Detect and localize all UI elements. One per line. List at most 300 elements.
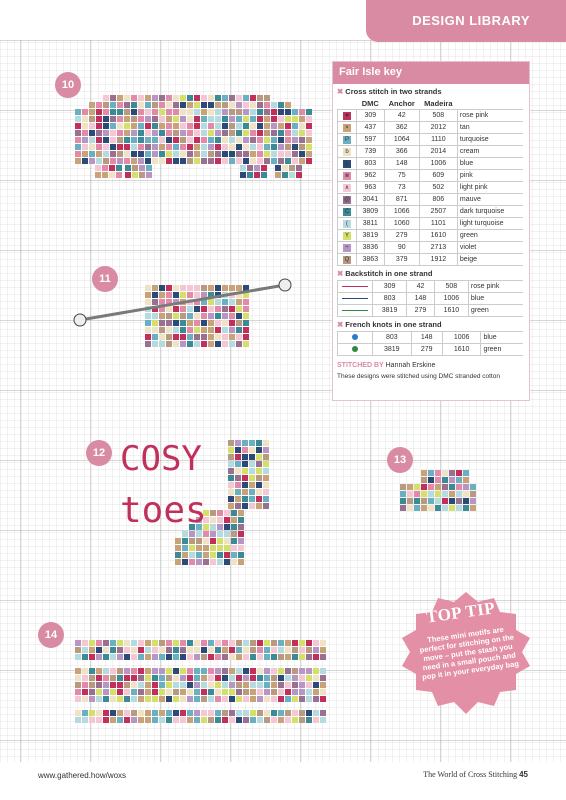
bear-motif-stitch [138,102,144,108]
bear-motif-stitch [138,144,144,150]
bird-motif-stitch [449,477,455,483]
border-motif-stitch [152,668,158,674]
knitting-motif-stitch [229,306,235,312]
knitting-motif-stitch [152,299,158,305]
border-motif-stitch [299,654,305,660]
bear-motif-stitch [124,109,130,115]
border-motif-stitch [117,710,123,716]
bear-motif-stitch [117,144,123,150]
bear-motif-stitch [215,102,221,108]
knitting-motif-stitch [187,341,193,347]
border-motif-stitch [117,689,123,695]
bear-motif-stitch [243,130,249,136]
bear-motif-stitch [201,151,207,157]
key-row: @ 3041 871 806 mauve [338,194,524,206]
knitting-motif-stitch [180,320,186,326]
border-motif-stitch [278,717,284,723]
bear-motif-stitch [236,137,242,143]
border-motif-stitch [243,682,249,688]
bear-motif-stitch [173,151,179,157]
border-motif-stitch [89,668,95,674]
border-motif-stitch [313,710,319,716]
border-motif-stitch [278,647,284,653]
knitting-motif-stitch [201,306,207,312]
border-motif-stitch [152,675,158,681]
bear-motif-stitch [180,102,186,108]
bear-motif-stitch [299,116,305,122]
key-row: Y 3819 279 1610 green [338,230,524,242]
border-motif-stitch [194,647,200,653]
bear-motif-stitch [194,95,200,101]
bear-motif-stitch [131,144,137,150]
border-motif-stitch [320,696,326,702]
bear-motif-stitch [292,151,298,157]
sock-motif-stitch [210,538,216,544]
sock-motif-stitch [242,503,248,509]
bear-motif-stitch [285,151,291,157]
border-motif-stitch [264,647,270,653]
border-motif-stitch [208,710,214,716]
bear-motif-stitch [215,144,221,150]
border-motif-stitch [96,668,102,674]
bear-motif-stitch [278,130,284,136]
bear-motif-stitch [229,151,235,157]
sock-motif-stitch [238,524,244,530]
bird-motif-stitch [421,470,427,476]
border-motif-stitch [166,682,172,688]
bear-motif-stitch [264,109,270,115]
bear-motif-stitch [278,158,284,164]
sock-motif-stitch [182,538,188,544]
knitting-motif-stitch [243,306,249,312]
bear-motif-stitch [243,137,249,143]
border-motif-stitch [103,647,109,653]
knitting-motif-stitch [166,285,172,291]
bear-motif-stitch [96,158,102,164]
bear-motif-stitch [292,109,298,115]
border-motif-stitch [138,647,144,653]
bird-motif-stitch [400,505,406,511]
bear-motif-stitch [187,116,193,122]
bear-motif-stitch [222,116,228,122]
border-motif-stitch [313,647,319,653]
border-motif-stitch [131,710,137,716]
sock-motif-stitch [224,559,230,565]
knitting-motif-stitch [180,306,186,312]
bear-motif-stitch [187,123,193,129]
border-motif-stitch [194,668,200,674]
bear-motif-stitch [229,137,235,143]
bear-motif-stitch [110,144,116,150]
bear-motif-stitch [125,165,131,171]
bear-motif-stitch [299,137,305,143]
bear-motif-stitch [166,137,172,143]
bear-motif-stitch [215,151,221,157]
sock-motif-stitch [224,545,230,551]
sock-motif-stitch [228,447,234,453]
border-motif-stitch [243,668,249,674]
bear-motif-stitch [271,137,277,143]
bear-motif-stitch [117,123,123,129]
bear-motif-stitch [95,172,101,178]
border-motif-stitch [243,710,249,716]
border-motif-stitch [180,647,186,653]
bird-motif-stitch [414,505,420,511]
sock-motif-stitch [182,531,188,537]
bear-motif-stitch [132,165,138,171]
knitting-motif-stitch [215,285,221,291]
bear-motif-stitch [110,151,116,157]
bear-motif-stitch [292,158,298,164]
key-row: ※ 962 75 609 pink [338,170,524,182]
sock-motif-stitch [224,524,230,530]
bear-motif-stitch [173,130,179,136]
border-motif-stitch [285,647,291,653]
border-motif-stitch [82,647,88,653]
bird-motif-stitch [407,491,413,497]
bear-motif-stitch [194,123,200,129]
border-motif-stitch [257,640,263,646]
bear-motif-stitch [124,102,130,108]
knitting-motif-stitch [173,285,179,291]
bird-motif-stitch [449,498,455,504]
knitting-motif-stitch [145,327,151,333]
bear-motif-stitch [138,116,144,122]
bear-motif-stitch [180,130,186,136]
border-motif-stitch [173,668,179,674]
border-motif-stitch [201,654,207,660]
bear-motif-stitch [299,130,305,136]
border-motif-stitch [124,668,130,674]
bear-motif-stitch [117,109,123,115]
border-motif-stitch [166,689,172,695]
border-motif-stitch [292,717,298,723]
sock-motif-stitch [231,545,237,551]
sock-motif-stitch [203,538,209,544]
border-motif-stitch [152,696,158,702]
border-motif-stitch [180,689,186,695]
bird-motif-stitch [470,491,476,497]
bird-motif-stitch [442,484,448,490]
bear-motif-stitch [75,130,81,136]
sock-motif-stitch [228,454,234,460]
sock-motif-stitch [242,461,248,467]
footer-url[interactable]: www.gathered.how/woxs [38,771,127,780]
bear-motif-stitch [82,109,88,115]
bear-motif-stitch [296,165,302,171]
border-motif-stitch [250,647,256,653]
border-motif-stitch [173,647,179,653]
thread-symbol-icon: b [343,148,351,156]
bird-motif-stitch [456,484,462,490]
border-motif-stitch [145,682,151,688]
bear-motif-stitch [152,123,158,129]
bird-motif-stitch [442,470,448,476]
bird-motif-stitch [435,505,441,511]
border-motif-stitch [96,689,102,695]
bear-motif-stitch [289,172,295,178]
border-motif-stitch [173,654,179,660]
bear-motif-stitch [110,137,116,143]
border-motif-stitch [89,710,95,716]
motif-number-badge: 13 [387,447,413,473]
sock-motif-stitch [210,510,216,516]
border-motif-stitch [194,710,200,716]
border-motif-stitch [229,689,235,695]
border-motif-stitch [75,696,81,702]
border-motif-stitch [159,696,165,702]
bear-motif-stitch [131,151,137,157]
border-motif-stitch [180,668,186,674]
sock-motif-stitch [189,538,195,544]
sock-motif-stitch [242,468,248,474]
knitting-motif-stitch [152,327,158,333]
needle-end [74,314,86,326]
border-motif-stitch [124,640,130,646]
sock-motif-stitch [189,552,195,558]
bear-motif-stitch [236,158,242,164]
border-motif-stitch [229,696,235,702]
bear-motif-stitch [264,116,270,122]
bear-motif-stitch [250,116,256,122]
bear-motif-stitch [159,102,165,108]
bear-motif-stitch [138,95,144,101]
bear-motif-stitch [159,116,165,122]
bear-motif-stitch [201,137,207,143]
sock-motif-stitch [263,489,269,495]
sock-motif-stitch [210,531,216,537]
border-motif-stitch [222,640,228,646]
border-motif-stitch [313,689,319,695]
border-motif-stitch [173,689,179,695]
border-motif-stitch [82,640,88,646]
sock-motif-stitch [228,489,234,495]
bear-motif-stitch [166,144,172,150]
border-motif-stitch [320,654,326,660]
border-motif-stitch [194,682,200,688]
bear-motif-stitch [159,137,165,143]
bear-motif-stitch [138,137,144,143]
border-motif-stitch [271,668,277,674]
border-motif-stitch [180,640,186,646]
bear-motif-stitch [180,95,186,101]
bear-motif-stitch [278,102,284,108]
page-section-title: DESIGN LIBRARY [412,13,530,28]
bear-motif-stitch [250,158,256,164]
bear-motif-stitch [236,109,242,115]
bird-motif-stitch [442,477,448,483]
border-motif-stitch [292,696,298,702]
thread-symbol-icon: ( [343,220,351,228]
border-motif-stitch [145,640,151,646]
border-motif-stitch [299,689,305,695]
border-motif-stitch [236,675,242,681]
border-motif-stitch [89,675,95,681]
key-row: 803 148 1006 blue [338,293,524,305]
bear-motif-stitch [208,102,214,108]
knitting-motif-stitch [194,327,200,333]
bird-motif-stitch [428,491,434,497]
border-motif-stitch [222,689,228,695]
border-motif-stitch [306,689,312,695]
knitting-motif-stitch [222,320,228,326]
bear-motif-stitch [306,130,312,136]
border-motif-stitch [264,682,270,688]
bird-motif-stitch [463,477,469,483]
border-motif-stitch [138,689,144,695]
sock-motif-stitch [238,510,244,516]
bear-motif-stitch [292,144,298,150]
border-motif-stitch [306,654,312,660]
border-motif-stitch [250,682,256,688]
border-motif-stitch [236,647,242,653]
border-motif-stitch [124,696,130,702]
border-motif-stitch [110,675,116,681]
knitting-motif-stitch [166,334,172,340]
bear-motif-stitch [117,102,123,108]
bear-motif-stitch [159,144,165,150]
bear-motif-stitch [285,123,291,129]
bear-motif-stitch [103,123,109,129]
border-motif-stitch [75,717,81,723]
bear-motif-stitch [173,158,179,164]
sock-motif-stitch [210,552,216,558]
border-motif-stitch [152,689,158,695]
knitting-motif-stitch [236,299,242,305]
bear-motif-stitch [215,116,221,122]
bear-motif-stitch [159,158,165,164]
knitting-motif-stitch [215,313,221,319]
knitting-motif-stitch [187,327,193,333]
border-motif-stitch [208,675,214,681]
border-motif-stitch [215,668,221,674]
sock-motif-stitch [249,461,255,467]
knitting-motif-stitch [215,299,221,305]
knitting-motif-stitch [173,313,179,319]
border-motif-stitch [292,710,298,716]
knitting-motif-stitch [194,292,200,298]
bear-motif-stitch [166,151,172,157]
bird-motif-stitch [428,470,434,476]
border-motif-stitch [117,640,123,646]
knitting-motif-stitch [173,334,179,340]
border-motif-stitch [201,682,207,688]
bear-motif-stitch [201,116,207,122]
knitting-motif-stitch [201,320,207,326]
knitting-motif-stitch [187,313,193,319]
border-motif-stitch [299,675,305,681]
border-motif-stitch [320,689,326,695]
bear-motif-stitch [180,109,186,115]
bear-motif-stitch [292,130,298,136]
sock-motif-stitch [217,524,223,530]
bear-motif-stitch [229,158,235,164]
bear-motif-stitch [116,165,122,171]
bear-motif-stitch [257,116,263,122]
border-motif-stitch [89,654,95,660]
bear-motif-stitch [278,116,284,122]
bear-motif-stitch [187,158,193,164]
bear-motif-stitch [82,151,88,157]
knitting-motif-stitch [236,334,242,340]
motif-number-badge: 10 [55,72,81,98]
sock-motif-stitch [228,440,234,446]
thread-symbol-icon: Y [344,232,349,239]
knitting-motif-stitch [173,327,179,333]
bear-motif-stitch [75,151,81,157]
border-motif-stitch [208,689,214,695]
bear-motif-stitch [89,102,95,108]
knitting-motif-stitch [236,341,242,347]
backstitch-line-icon [342,298,368,299]
border-motif-stitch [110,654,116,660]
bear-motif-stitch [208,158,214,164]
border-motif-stitch [257,696,263,702]
border-motif-stitch [201,675,207,681]
knitting-motif-stitch [243,327,249,333]
border-motif-stitch [250,654,256,660]
border-motif-stitch [89,696,95,702]
border-motif-stitch [264,640,270,646]
knitting-motif-stitch [173,320,179,326]
bear-motif-stitch [201,123,207,129]
border-motif-stitch [292,689,298,695]
border-motif-stitch [75,682,81,688]
knitting-motif-stitch [159,313,165,319]
sock-motif-stitch [256,454,262,460]
sock-motif-stitch [217,531,223,537]
bear-motif-stitch [117,158,123,164]
border-motif-stitch [124,654,130,660]
border-motif-stitch [96,696,102,702]
knitting-motif-stitch [222,285,228,291]
border-motif-stitch [173,640,179,646]
bear-motif-stitch [166,116,172,122]
sock-motif-stitch [217,559,223,565]
fair-isle-key [332,61,530,401]
border-motif-stitch [299,710,305,716]
border-motif-stitch [82,717,88,723]
border-motif-stitch [236,640,242,646]
sock-motif-stitch [256,447,262,453]
border-motif-stitch [166,654,172,660]
bear-motif-stitch [131,123,137,129]
knitting-motif-stitch [222,327,228,333]
border-motif-stitch [131,647,137,653]
knitting-motif-stitch [236,320,242,326]
knitting-motif-stitch [173,341,179,347]
knitting-motif-stitch [152,341,158,347]
border-motif-stitch [124,647,130,653]
knitting-motif-stitch [236,306,242,312]
sock-motif-stitch [256,475,262,481]
knitting-motif-stitch [159,285,165,291]
bear-motif-stitch [229,144,235,150]
bear-motif-stitch [138,158,144,164]
bear-motif-stitch [215,95,221,101]
border-motif-stitch [117,717,123,723]
border-motif-stitch [138,682,144,688]
bear-motif-stitch [299,109,305,115]
border-motif-stitch [257,675,263,681]
sock-motif-stitch [263,447,269,453]
border-motif-stitch [271,675,277,681]
sock-motif-stitch [249,496,255,502]
border-motif-stitch [292,675,298,681]
sock-motif-stitch [238,545,244,551]
bear-motif-stitch [173,102,179,108]
bear-motif-stitch [194,144,200,150]
